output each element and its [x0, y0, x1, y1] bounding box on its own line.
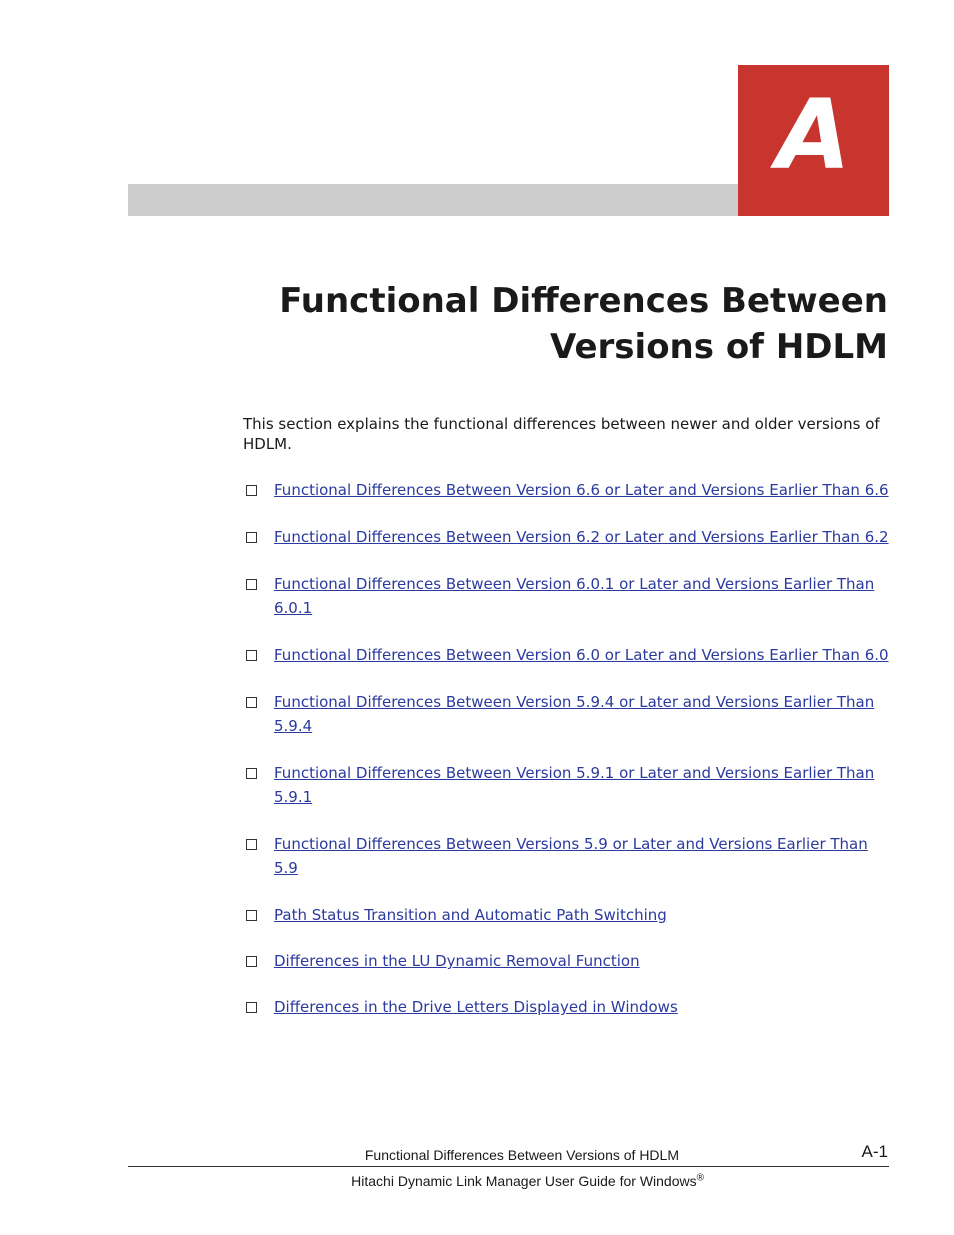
checkbox-icon	[246, 956, 257, 967]
checkbox-icon	[246, 910, 257, 921]
checkbox-icon	[246, 1002, 257, 1013]
checkbox-icon	[246, 768, 257, 779]
toc-link[interactable]: Functional Differences Between Version 5.9.4 or Later and Versions Earlier Than 5.9.4	[274, 693, 875, 735]
list-item	[243, 690, 893, 738]
toc-link[interactable]: Differences in the Drive Letters Displayed in Windows	[274, 998, 678, 1016]
page-number: A-1	[861, 1142, 888, 1161]
footer-divider	[128, 1166, 889, 1167]
checkbox-icon	[246, 697, 257, 708]
list-item	[243, 903, 893, 927]
list-item	[243, 525, 893, 549]
page-title-line-2: Versions of HDLM	[550, 327, 888, 367]
list-item	[243, 995, 893, 1019]
checkbox-icon	[246, 532, 257, 543]
checkbox-icon	[246, 485, 257, 496]
toc-link[interactable]: Functional Differences Between Version 6.2 or Later and Versions Earlier Than 6.2	[274, 528, 889, 546]
list-item	[243, 761, 893, 809]
list-item	[243, 832, 893, 880]
list-item	[243, 478, 893, 502]
page-title	[248, 278, 888, 370]
checkbox-icon	[246, 579, 257, 590]
toc-link[interactable]: Functional Differences Between Version 6.6 or Later and Versions Earlier Than 6.6	[274, 481, 889, 499]
registered-mark: ®	[696, 1172, 704, 1184]
footer-chapter-title: Functional Differences Between Versions of HDLM	[364, 1147, 679, 1163]
page-title-line-1: Functional Differences Between	[279, 281, 888, 321]
toc-link[interactable]: Differences in the LU Dynamic Removal Function	[274, 952, 640, 970]
intro-paragraph: This section explains the functional differences between newer and older versions of HDLM.	[243, 415, 880, 453]
chapter-badge	[738, 65, 889, 216]
toc-link[interactable]: Functional Differences Between Version 6.0.1 or Later and Versions Earlier Than 6.0.1	[274, 575, 875, 617]
section-list	[243, 478, 893, 1041]
toc-link[interactable]: Functional Differences Between Versions 5.9 or Later and Versions Earlier Than 5.9	[274, 835, 868, 877]
toc-link[interactable]: Functional Differences Between Version 6.0 or Later and Versions Earlier Than 6.0	[274, 646, 889, 664]
list-item	[243, 572, 893, 620]
checkbox-icon	[246, 650, 257, 661]
toc-link[interactable]: Path Status Transition and Automatic Path Switching	[274, 906, 667, 924]
toc-link[interactable]: Functional Differences Between Version 5.9.1 or Later and Versions Earlier Than 5.9.1	[274, 764, 875, 806]
checkbox-icon	[246, 839, 257, 850]
list-item	[243, 949, 893, 973]
list-item	[243, 643, 893, 667]
footer-book-title	[128, 1172, 704, 1190]
header-bar	[128, 184, 738, 216]
book-title-text: Hitachi Dynamic Link Manager User Guide for Windows	[351, 1173, 697, 1189]
chapter-letter: A	[776, 79, 851, 191]
